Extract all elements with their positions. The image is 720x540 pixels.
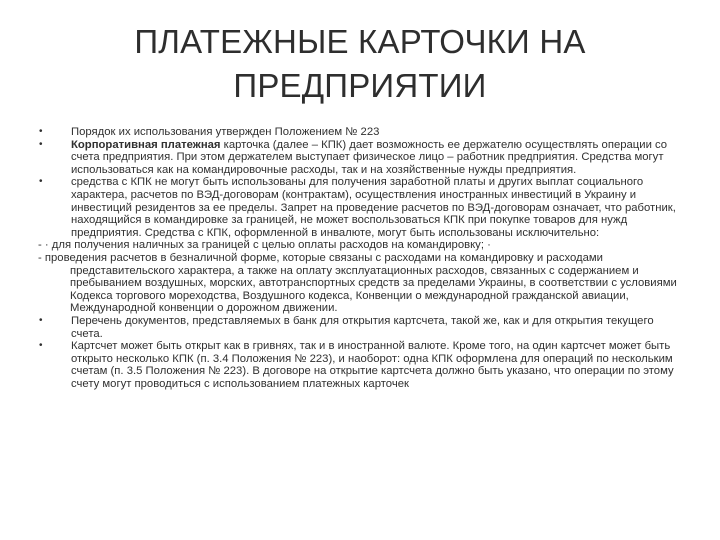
list-item-text [71, 139, 686, 177]
bullet-icon: • [39, 138, 43, 150]
bullet-icon: • [39, 126, 43, 137]
slide-body [38, 126, 686, 390]
slide-title-line-2: ПРЕДПРИЯТИИ [233, 67, 487, 104]
list-item-bold-term: Корпоративная платежная [71, 138, 221, 151]
list-item [38, 139, 686, 177]
list-item-rest-text: карточка (далее – КПК) дает возможность ее держателю осуществлять операции со счета предприятия. При этом держателем выступает физическое лицо – работник предприятия. Средства могут использоваться как на командировочные расходы, так и на хозяйственные нужды предприятия. [71, 138, 668, 176]
list-item [38, 176, 686, 239]
list-item [38, 126, 686, 139]
list-item [38, 315, 686, 340]
slide-title [0, 20, 720, 108]
list-item-text: Картсчет может быть открыт как в гривнях, так и в иностранной валюте. Кроме того, на один картсчет может быть открыто несколько КПК (п. 3.4 Положения № 223), и наоборот: одна КПК оформлена для операций по нескольким счетам (п. 3.5 Положения № 223). В договоре на открытие картсчета должно быть указано, что операции по этому счету могут проводиться с использованием платежных карточек [71, 340, 674, 390]
list-item-text: Порядок их использования утвержден Положением № 223 [71, 126, 380, 138]
dash-list-item: - проведения расчетов в безналичной форме, которые связаны с расходами на командировку и расходами представительского характера, а также на оплату эксплуатационных расходов, связанных с содержанием и пребыванием воздушных, морских, автотранспортных средств за пределами Украины, в соответствии с условиями Кодекса торгового мореходства, Воздушного кодекса, Конвенции о международной гражданской авиации, Международной конвенции о дорожном движении. [38, 251, 677, 315]
bullet-icon: • [39, 314, 43, 326]
list-item-text: Перечень документов, представляемых в банк для открытия картсчета, такой же, как и для открытия текущего счета. [71, 314, 654, 340]
list-item-text: средства с КПК не могут быть использованы для получения заработной платы и других выплат социального характера, расчетов по ВЭД-договорам (контрактам), осуществления иностранных инвестиций в Украину и инвестиций резидентов за ее пределы. Запрет на проведение расчетов по ВЭД-договорам означает, что работник, находящийся в командировке за границей, не может воспользоваться КПК при покупке товаров для нужд предприятия. Средства с КПК, оформленной в инвалюте, могут быть использованы исключительно: [71, 176, 676, 239]
bullet-icon: • [39, 176, 43, 188]
bullet-icon: • [39, 340, 43, 352]
list-item [38, 340, 686, 390]
dash-list-item: - · для получения наличных за границей с целью оплаты расходов на командировку; · [38, 239, 491, 252]
slide-title-line-1: ПЛАТЕЖНЫЕ КАРТОЧКИ НА [134, 23, 586, 60]
